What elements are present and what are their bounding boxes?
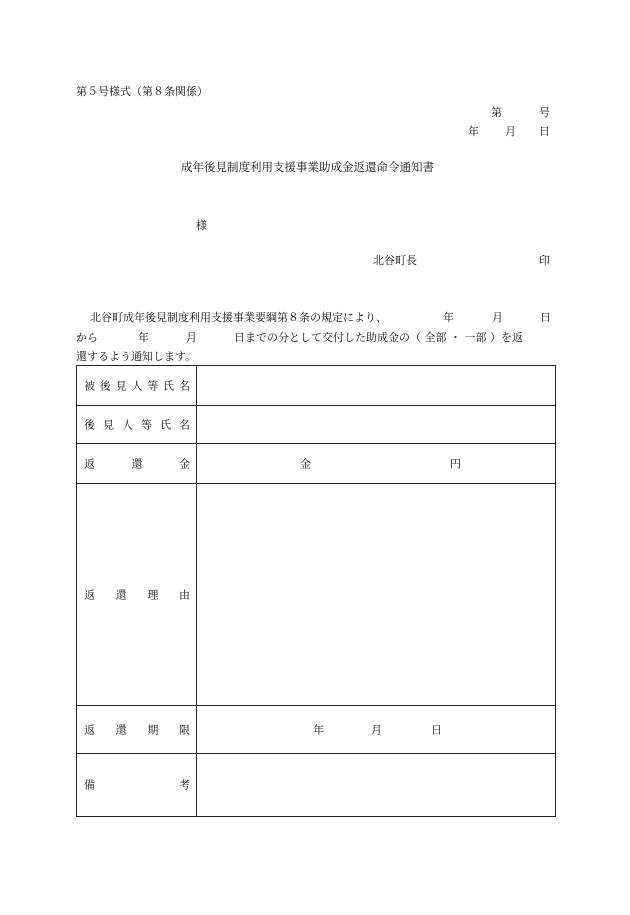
ward-name-label: 被 後 見 人 等 氏 名 bbox=[84, 379, 190, 392]
table-row-remarks bbox=[77, 754, 555, 816]
label-cell bbox=[77, 484, 197, 705]
yen-unit: 円 bbox=[450, 457, 461, 470]
guardian-name-field[interactable] bbox=[197, 406, 555, 443]
body-line-2-start: から bbox=[76, 331, 98, 344]
issue-date-day: 日 bbox=[539, 125, 550, 138]
addressee-honorific: 様 bbox=[196, 219, 207, 232]
refund-reason-field[interactable] bbox=[197, 484, 555, 705]
remarks-label: 備 考 bbox=[84, 778, 190, 792]
notice-form-table bbox=[76, 365, 556, 817]
document-number-suffix: 号 bbox=[539, 106, 550, 119]
refund-deadline-field[interactable] bbox=[197, 706, 555, 753]
form-number: 第５号様式（第８条関係） bbox=[76, 85, 208, 98]
document-title: 成年後見制度利用支援事業助成金返還命令通知書 bbox=[181, 160, 434, 174]
issue-date-year: 年 bbox=[468, 125, 479, 138]
table-row-refund-amount bbox=[77, 444, 555, 484]
body-line-1: 北谷町成年後見制度利用支援事業要綱第８条の規定により、 bbox=[90, 311, 387, 324]
deadline-month: 月 bbox=[371, 723, 382, 736]
currency-prefix: 金 bbox=[300, 457, 311, 470]
document-number-prefix: 第 bbox=[491, 106, 502, 119]
refund-reason-label: 返 還 理 由 bbox=[84, 588, 190, 601]
label-cell bbox=[77, 406, 197, 443]
body-line-1-day: 日 bbox=[540, 311, 551, 324]
sender-name: 北谷町長 bbox=[373, 254, 417, 267]
body-line-2-month: 月 bbox=[186, 331, 197, 344]
table-row-refund-deadline bbox=[77, 706, 555, 754]
label-cell bbox=[77, 754, 197, 816]
body-line-1-year: 年 bbox=[443, 311, 454, 324]
body-line-2-year: 年 bbox=[138, 331, 149, 344]
label-cell bbox=[77, 366, 197, 405]
body-line-3: 還するよう通知します。 bbox=[76, 350, 197, 363]
deadline-year: 年 bbox=[313, 723, 324, 736]
refund-amount-label: 返 還 金 bbox=[84, 457, 190, 470]
label-cell bbox=[77, 444, 197, 483]
guardian-name-label: 後 見 人 等 氏 名 bbox=[84, 418, 190, 431]
body-line-2-end: 日までの分として交付した助成金の（ 全部 ・ 一部 ）を返 bbox=[234, 331, 523, 344]
table-row-ward-name bbox=[77, 366, 555, 406]
refund-deadline-label: 返 還 期 限 bbox=[84, 723, 190, 736]
deadline-day: 日 bbox=[431, 723, 442, 736]
table-row-guardian-name bbox=[77, 406, 555, 444]
body-line-1-month: 月 bbox=[492, 311, 503, 324]
refund-amount-field[interactable] bbox=[197, 444, 555, 483]
issue-date-month: 月 bbox=[505, 125, 516, 138]
ward-name-field[interactable] bbox=[197, 366, 555, 405]
label-cell bbox=[77, 706, 197, 753]
table-row-refund-reason bbox=[77, 484, 555, 706]
seal-mark: 印 bbox=[539, 254, 550, 267]
remarks-field[interactable] bbox=[197, 754, 555, 816]
